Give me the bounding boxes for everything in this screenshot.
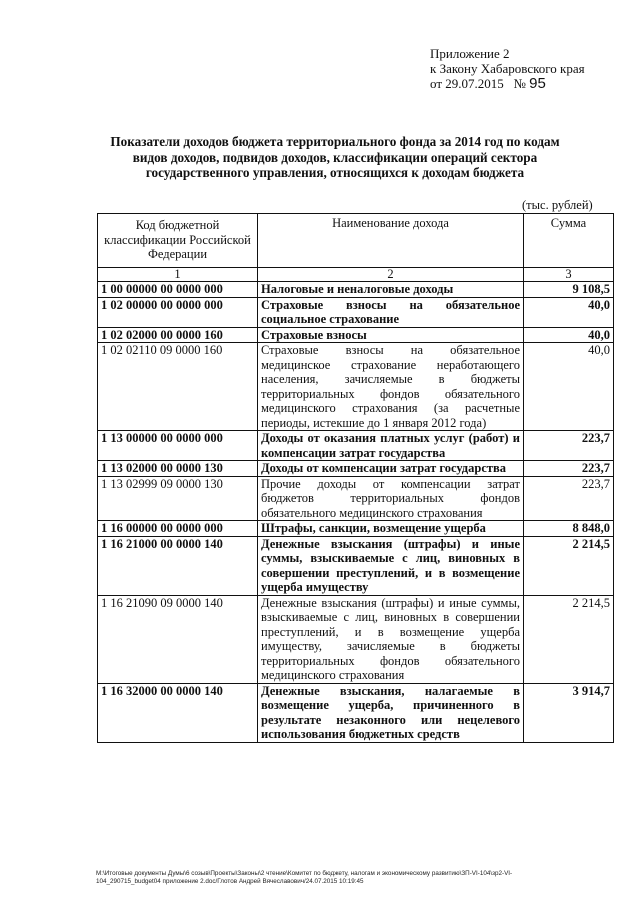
table-header-row — [98, 214, 614, 268]
name-cell: Штрафы, санкции, возмещение ущерба — [258, 521, 524, 537]
appendix-line-2: к Закону Хабаровского края — [430, 61, 585, 76]
column-number-1: 1 — [98, 268, 258, 282]
sum-cell: 223,7 — [524, 476, 614, 521]
code-cell: 1 16 21090 09 0000 140 — [98, 595, 258, 683]
code-cell: 1 16 32000 00 0000 140 — [98, 683, 258, 742]
table-row — [98, 282, 614, 298]
code-cell: 1 13 00000 00 0000 000 — [98, 431, 258, 461]
name-cell: Страховые взносы — [258, 327, 524, 343]
header-name: Наименование дохода — [258, 214, 524, 268]
table-row — [98, 297, 614, 327]
table-row — [98, 431, 614, 461]
name-cell: Страховые взносы на обязательное социальное страхование — [258, 297, 524, 327]
name-cell: Денежные взыскания, налагаемые в возмещение ущерба, причиненного в результате незаконного или нецелевого использования бюджетных средств — [258, 683, 524, 742]
code-cell: 1 16 21000 00 0000 140 — [98, 536, 258, 595]
sum-cell: 2 214,5 — [524, 536, 614, 595]
name-cell: Страховые взносы на обязательное медицинское страхование неработающего населения, зачисляемые в бюджеты территориальных фондов обязательного медицинского страхования (за расчетные периоды, истекшие до 1 января 2012 года) — [258, 343, 524, 431]
column-number-3: 3 — [524, 268, 614, 282]
appendix-date-line — [430, 76, 585, 91]
appendix-date: от 29.07.2015 — [430, 76, 504, 91]
document-title: Показатели доходов бюджета территориального фонда за 2014 год по кодам видов доходов, подвидов доходов, классификации операций сектора государственного управления, относящихся к доходам бюджета — [110, 134, 560, 180]
code-cell: 1 02 02000 00 0000 160 — [98, 327, 258, 343]
sum-cell: 40,0 — [524, 343, 614, 431]
code-cell: 1 13 02000 00 0000 130 — [98, 461, 258, 477]
name-cell: Доходы от компенсации затрат государства — [258, 461, 524, 477]
table-row — [98, 595, 614, 683]
unit-label: (тыс. рублей) — [522, 198, 593, 212]
footer-file-path — [96, 870, 616, 886]
sum-cell: 223,7 — [524, 461, 614, 477]
footer-line-1: M:\Итоговые документы Думы\6 созыв\Проекты\Законы\2 чтение\Комитет по бюджету, налогам и экономическому развитию\ЗП-VI-104\зр2-VI- — [96, 870, 513, 877]
appendix-block — [430, 46, 585, 91]
name-cell: Доходы от оказания платных услуг (работ) и компенсации затрат государства — [258, 431, 524, 461]
name-cell: Налоговые и неналоговые доходы — [258, 282, 524, 298]
name-cell: Прочие доходы от компенсации затрат бюджетов территориальных фондов обязательного медицинского страхования — [258, 476, 524, 521]
code-cell: 1 13 02999 09 0000 130 — [98, 476, 258, 521]
sum-cell: 9 108,5 — [524, 282, 614, 298]
code-cell: 1 02 02110 09 0000 160 — [98, 343, 258, 431]
table-row — [98, 521, 614, 537]
table-row — [98, 476, 614, 521]
table-row — [98, 327, 614, 343]
appendix-number-sign: № — [513, 76, 526, 91]
table-row — [98, 683, 614, 742]
name-cell: Денежные взыскания (штрафы) и иные суммы, взыскиваемые с лиц, виновных в совершении преступлений, и в возмещение ущерба имуществу — [258, 536, 524, 595]
code-cell: 1 02 00000 00 0000 000 — [98, 297, 258, 327]
appendix-number: 95 — [529, 75, 546, 92]
appendix-line-1: Приложение 2 — [430, 46, 510, 61]
sum-cell: 3 914,7 — [524, 683, 614, 742]
sum-cell: 8 848,0 — [524, 521, 614, 537]
sum-cell: 40,0 — [524, 327, 614, 343]
budget-table — [97, 213, 614, 743]
code-cell: 1 00 00000 00 0000 000 — [98, 282, 258, 298]
header-code: Код бюджетной классификации Российской Федерации — [98, 214, 258, 268]
sum-cell: 2 214,5 — [524, 595, 614, 683]
footer-line-2: 104_290715_budget04 приложение 2.doc/Глотов Андрей Вячеславович/24.07.2015 10:19:45 — [96, 878, 364, 885]
table-row — [98, 461, 614, 477]
table-row — [98, 343, 614, 431]
column-number-2: 2 — [258, 268, 524, 282]
sum-cell: 40,0 — [524, 297, 614, 327]
column-number-row — [98, 268, 614, 282]
header-sum: Сумма — [524, 214, 614, 268]
table-row — [98, 536, 614, 595]
sum-cell: 223,7 — [524, 431, 614, 461]
code-cell: 1 16 00000 00 0000 000 — [98, 521, 258, 537]
name-cell: Денежные взыскания (штрафы) и иные суммы, взыскиваемые с лиц, виновных в совершении преступлений, и в возмещение ущерба имуществу, зачисляемые в бюджеты территориальных фондов обязательного медицинского страхования — [258, 595, 524, 683]
